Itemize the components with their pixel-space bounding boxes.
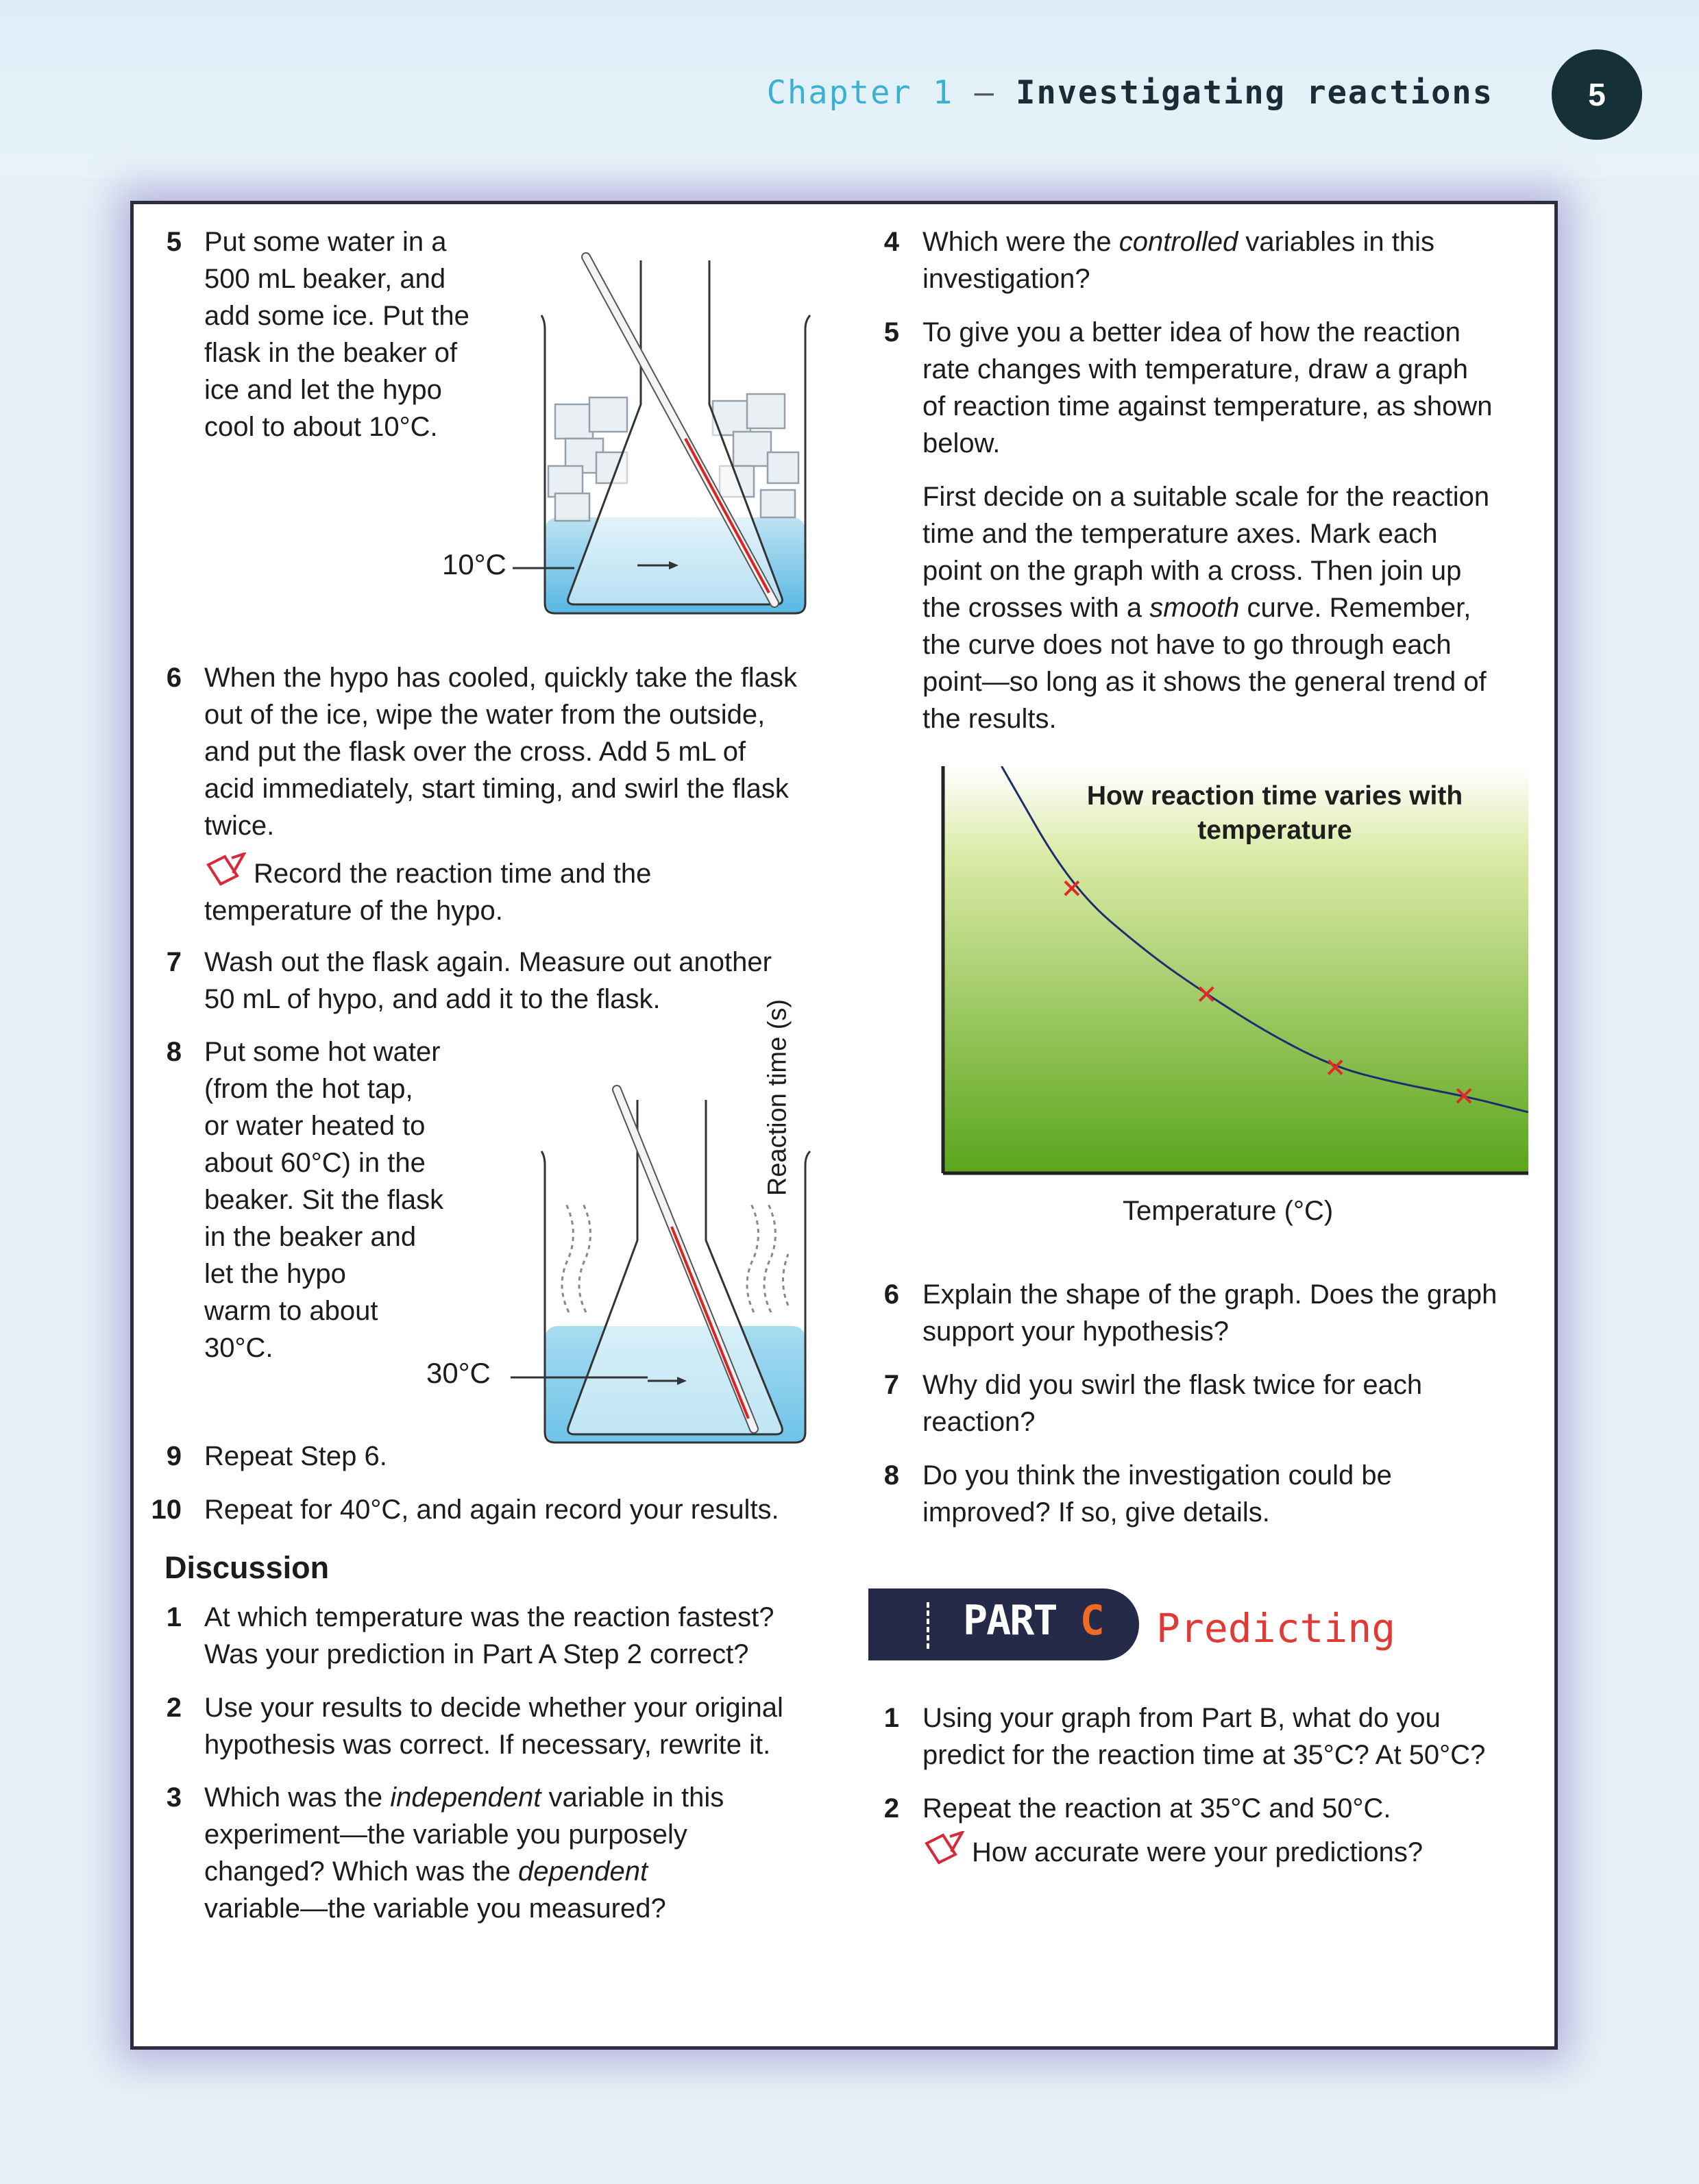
text-line (204, 1779, 724, 1816)
text-run: curve. Remember, (1239, 593, 1471, 623)
chart-title: How reaction time varies with temperature (1086, 781, 1463, 845)
text-line: Wash out the flask again. Measure out another (204, 947, 772, 977)
text-line: rate changes with temperature, draw a graph (922, 354, 1468, 384)
text-line: Put some water in a (204, 227, 447, 257)
header-separator: — (974, 74, 995, 112)
step-7-text (204, 944, 772, 1018)
text-line: experiment—the variable you purposely (204, 1819, 687, 1850)
text-line: flask in the beaker of (204, 338, 458, 368)
record-text: How accurate were your predictions? (972, 1837, 1423, 1867)
text-line: twice. (204, 811, 275, 841)
y-axis-label: Reaction time (s) (763, 998, 792, 1197)
text-line: 500 mL beaker, and (204, 264, 446, 294)
text-line: investigation? (922, 264, 1090, 294)
chapter-title: Investigating reactions (1016, 74, 1493, 112)
text-line: improved? If so, give details. (922, 1497, 1270, 1527)
step-number: 7 (166, 947, 182, 977)
text-line: the results. (922, 704, 1057, 734)
discussion-q3-text (204, 1779, 724, 1927)
text-run: Which were the (922, 227, 1119, 257)
question-5-instructions (922, 478, 1489, 737)
text-line: time and the temperature axes. Mark each (922, 519, 1438, 549)
clipboard-pencil-icon (922, 1831, 965, 1865)
part-c-q2-text (922, 1790, 1423, 1871)
text-line: below. (922, 428, 1001, 458)
text-line: the curve does not have to go through each (922, 630, 1452, 660)
question-5-text (922, 314, 1493, 462)
temperature-label-30c: 30°C (426, 1357, 491, 1389)
text-line: 30°C. (204, 1333, 273, 1363)
banner-divider (927, 1602, 929, 1649)
question-number: 3 (166, 1782, 182, 1813)
text-line: To give you a better idea of how the reaction (922, 317, 1460, 347)
question-number: 5 (883, 317, 899, 347)
text-line: At which temperature was the reaction fastest? (204, 1602, 774, 1632)
leader-line (513, 566, 574, 570)
text-line: cool to about 10°C. (204, 412, 438, 442)
text-line: First decide on a suitable scale for the reaction (922, 482, 1490, 512)
question-number: 2 (166, 1693, 182, 1723)
text-line: point on the graph with a cross. Then join up (922, 556, 1462, 586)
text-line: of reaction time against temperature, as shown (922, 391, 1493, 421)
text-line: let the hypo (204, 1259, 346, 1289)
text-line: acid immediately, start timing, and swirl the flask (204, 774, 789, 804)
question-number: 2 (883, 1793, 899, 1824)
step-8-text (204, 1033, 443, 1366)
x-axis-label: Temperature (°C) (1123, 1196, 1334, 1226)
question-number: 1 (883, 1703, 899, 1733)
text-line: in the beaker and (204, 1222, 417, 1252)
text-run: Which was the (204, 1782, 391, 1813)
question-number: 7 (883, 1370, 899, 1400)
text-line (922, 589, 1489, 626)
question-number: 1 (166, 1602, 182, 1632)
text-line: predict for the reaction time at 35°C? At 50°C? (922, 1740, 1486, 1770)
emphasis: dependent (518, 1856, 648, 1887)
text-run: the crosses with a (922, 593, 1150, 623)
step-number: 9 (166, 1441, 182, 1471)
text-line: 50 mL of hypo, and add it to the flask. (204, 984, 661, 1014)
chapter-header (767, 74, 1493, 112)
step-10-text: Repeat for 40°C, and again record your results. (204, 1495, 779, 1525)
text-line: add some ice. Put the (204, 301, 469, 331)
discussion-heading: Discussion (164, 1550, 330, 1585)
step-9-text: Repeat Step 6. (204, 1441, 387, 1471)
text-line (922, 223, 1434, 260)
clipboard-pencil-icon (204, 852, 247, 887)
part-c-title: Predicting (1156, 1605, 1396, 1652)
text-line: Explain the shape of the graph. Does the graph (922, 1279, 1498, 1310)
discussion-q1-text (204, 1599, 774, 1673)
discussion-q2-text (204, 1689, 783, 1763)
step-number: 8 (166, 1037, 182, 1067)
text-line: ice and let the hypo (204, 375, 442, 405)
question-number: 8 (883, 1460, 899, 1490)
text-line: beaker. Sit the flask (204, 1185, 444, 1215)
text-line: and put the flask over the cross. Add 5 mL of (204, 737, 746, 767)
part-letter: C (1079, 1597, 1103, 1645)
text-line: reaction? (922, 1407, 1036, 1437)
text-line: Using your graph from Part B, what do you (922, 1703, 1441, 1733)
text-line: out of the ice, wipe the water from the outside, (204, 700, 766, 730)
text-line: about 60°C) in the (204, 1148, 426, 1178)
text-run: changed? Which was the (204, 1856, 519, 1887)
text-run: variables in this (1238, 227, 1435, 257)
part-c-label (963, 1597, 1103, 1645)
text-line: support your hypothesis? (922, 1316, 1229, 1347)
text-line: or water heated to (204, 1111, 426, 1141)
text-line: Repeat the reaction at 35°C and 50°C. (922, 1793, 1391, 1824)
question-6-text (922, 1276, 1497, 1350)
text-line: When the hypo has cooled, quickly take the flask (204, 663, 797, 693)
step-number: 6 (166, 663, 182, 693)
text-line: Do you think the investigation could be (922, 1460, 1392, 1490)
question-number: 4 (883, 227, 899, 257)
text-line: point—so long as it shows the general trend of (922, 667, 1487, 697)
question-7-text (922, 1366, 1422, 1440)
text-line: warm to about (204, 1296, 378, 1326)
emphasis: controlled (1119, 227, 1238, 257)
text-line: Why did you swirl the flask twice for each (922, 1370, 1423, 1400)
emphasis: smooth (1149, 593, 1240, 623)
question-8-text (922, 1457, 1392, 1531)
question-number: 6 (883, 1279, 899, 1310)
text-line: Put some hot water (204, 1037, 441, 1067)
text-run: variable in this (541, 1782, 724, 1813)
emphasis: independent (390, 1782, 541, 1813)
page-number: 5 (1552, 49, 1642, 140)
record-line (204, 852, 797, 892)
chapter-label: Chapter 1 (766, 74, 954, 112)
text-line: (from the hot tap, (204, 1074, 413, 1104)
step-6-text (204, 659, 797, 929)
ice-beaker-illustration (528, 247, 822, 617)
text-line: variable—the variable you measured? (204, 1893, 666, 1924)
text-line: Was your prediction in Part A Step 2 correct? (204, 1639, 749, 1669)
record-text: Record the reaction time and the (254, 859, 652, 889)
step-number: 10 (151, 1495, 182, 1525)
part-word: PART (963, 1597, 1057, 1645)
question-4-text (922, 223, 1434, 297)
text-line: Use your results to decide whether your original (204, 1693, 783, 1723)
text-line: temperature of the hypo. (204, 896, 503, 926)
text-line: hypothesis was correct. If necessary, rewrite it. (204, 1730, 771, 1760)
leader-line (511, 1375, 648, 1379)
temperature-label-10c: 10°C (442, 548, 506, 580)
step-5-text (204, 223, 469, 445)
record-line (922, 1831, 1423, 1871)
text-line (204, 1853, 724, 1890)
step-number: 5 (166, 227, 182, 257)
part-c-q1-text (922, 1700, 1485, 1774)
